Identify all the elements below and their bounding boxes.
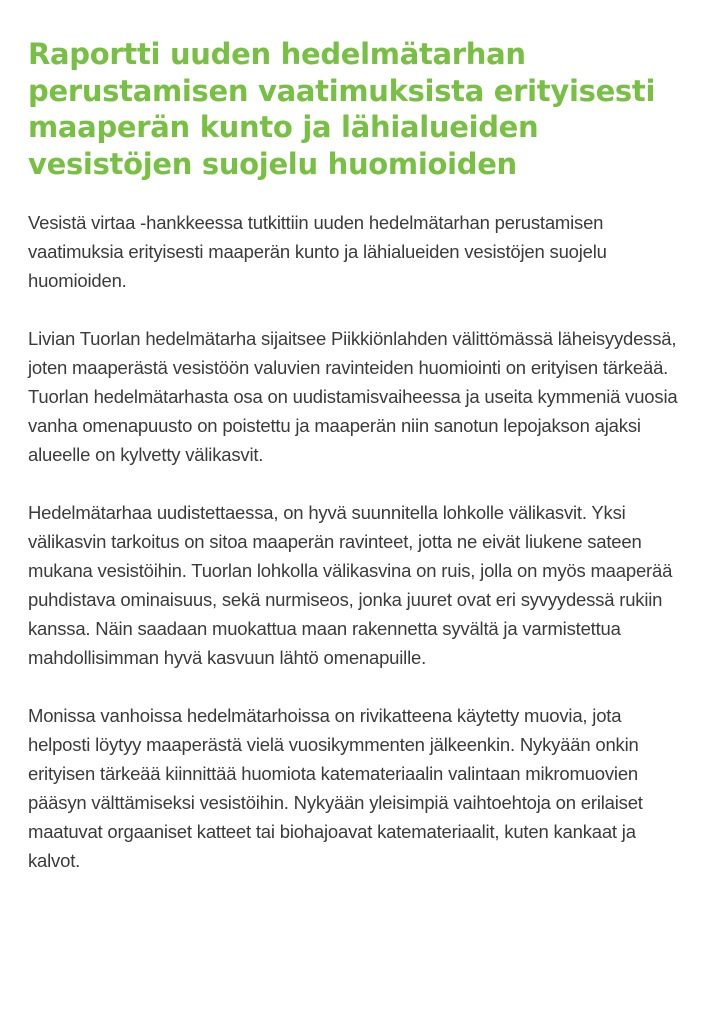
paragraph-location: Livian Tuorlan hedelmätarha sijaitsee Piikkiönlahden välittömässä läheisyydessä, joten maaperästä vesistöön valuvien ravinteiden huomiointi on erityisen tärkeää. Tuorlan hedelmätarhasta osa on uudistamisvaiheessa ja useita kymmeniä vuosia vanha omenapuusto on poistettu ja maaperän niin sanotun lepojakson ajaksi alueelle on kylvetty välikasvit.: [28, 328, 678, 466]
page-title: Raportti uuden hedelmätarhan perustamisen vaatimuksista erityisesti maaperän kunto ja lähialueiden vesistöjen suojelu huomioiden: [28, 37, 656, 181]
article-body: [28, 208, 696, 875]
paragraph-mulch-materials: Monissa vanhoissa hedelmätarhoissa on rivikatteena käytetty muovia, jota helposti löytyy maaperästä vielä vuosikymmenten jälkeenkin. Nykyään onkin erityisen tärkeää kiinnittää huomiota katemateriaalin valintaan mikromuovien pääsyn välttämiseksi vesistöihin. Nykyään yleisimpiä vaihtoehtoja on erilaiset maatuvat orgaaniset katteet tai biohajoavat katemateriaalit, kuten kankaat ja kalvot.: [28, 705, 643, 872]
paragraph-intro: Vesistä virtaa -hankkeessa tutkittiin uuden hedelmätarhan perustamisen vaatimuksia erityisesti maaperän kunto ja lähialueiden vesistöjen suojelu huomioiden.: [28, 212, 607, 292]
paragraph-cover-crops: Hedelmätarhaa uudistettaessa, on hyvä suunnitella lohkolle välikasvit. Yksi välikasvin tarkoitus on sitoa maaperän ravinteet, jotta ne eivät liukene sateen mukana vesistöihin. Tuorlan lohkolla välikasvina on ruis, jolla on myös maaperää puhdistava ominaisuus, sekä nurmiseos, jonka juuret ovat eri syvyydessä rukiin kanssa. Näin saadaan muokattua maan rakennetta syvältä ja varmistettua mahdollisimman hyvä kasvuun lähtö omenapuille.: [28, 502, 673, 669]
